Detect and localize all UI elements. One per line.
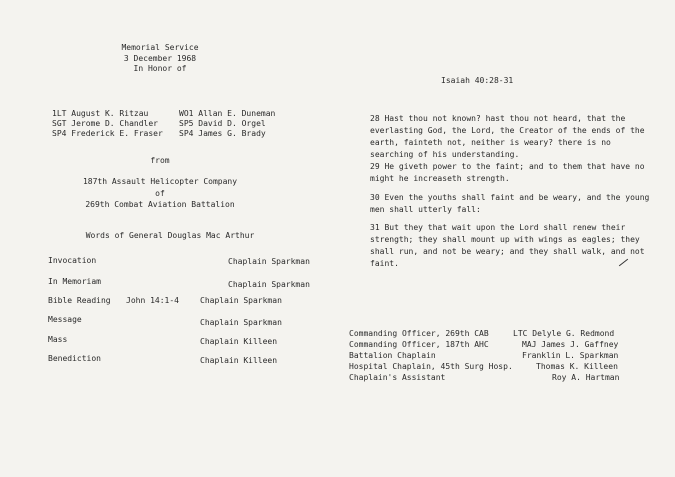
from-label: from (150, 156, 170, 165)
officer-name: Franklin L. Sparkman (522, 351, 619, 360)
program-item: Bible Reading (48, 296, 111, 305)
unit-battalion: 269th Combat Aviation Battalion (85, 200, 235, 209)
program-person: Chaplain Killeen (200, 356, 278, 365)
officer-name: MAJ James J. Gaffney (522, 340, 619, 349)
officer-role: Hospital Chaplain, 45th Surg Hosp. (349, 362, 513, 371)
program-person: Chaplain Sparkman (228, 280, 310, 289)
officer-role: Chaplain's Assistant (349, 373, 446, 382)
scripture-reference: Isaiah 40:28-31 (441, 76, 514, 85)
officer-role: Commanding Officer, 269th CAB (349, 329, 489, 338)
verse-30: 30 Even the youths shall faint and be weary, and the young men shall utterly fall: (370, 193, 650, 214)
verse-28: 28 Hast thou not known? hast thou not heard, that the everlasting God, the Lord, the Creator of the ends of the earth, fainteth not, neither is weary? there is no searching of his understanding. (370, 114, 645, 159)
header-date: 3 December 1968 (123, 54, 197, 63)
words-title: Words of General Douglas Mac Arthur (85, 231, 255, 240)
honoree-right-2: SP5 David D. Orgel (179, 119, 266, 128)
program-item: In Memoriam (48, 277, 101, 286)
unit-company: 187th Assault Helicopter Company (82, 177, 238, 186)
program-ref: John 14:1-4 (126, 296, 179, 305)
program-item: Mass (48, 335, 68, 344)
header-in-honor-of: In Honor of (133, 64, 187, 73)
program-person: Chaplain Sparkman (200, 318, 282, 327)
verse-29: 29 He giveth power to the faint; and to them that have no might he increaseth strength. (370, 162, 645, 183)
verse-31: 31 But they that wait upon the Lord shall renew their strength; they shall mount up with wings as eagles; they shall run, and not be weary; and they shall walk, and not faint. (370, 223, 645, 268)
program-item: Benediction (48, 354, 101, 363)
officer-role: Battalion Chaplain (349, 351, 436, 360)
program-item: Message (48, 315, 82, 324)
program-item: Invocation (48, 256, 97, 265)
program-person: Chaplain Sparkman (228, 257, 310, 266)
honoree-left-3: SP4 Frederick E. Fraser (52, 129, 163, 138)
header-title: Memorial Service (121, 43, 199, 52)
program-person: Chaplain Killeen (200, 337, 278, 346)
of-label: of (155, 189, 165, 198)
program-person: Chaplain Sparkman (200, 296, 282, 305)
honoree-left-2: SGT Jerome D. Chandler (52, 119, 158, 128)
honoree-right-3: SP4 James G. Brady (179, 129, 266, 138)
officer-name: Thomas K. Killeen (536, 362, 618, 371)
officer-name: Roy A. Hartman (552, 373, 620, 382)
officer-name: LTC Delyle G. Redmond (513, 329, 615, 338)
honoree-right-1: WO1 Allan E. Duneman (179, 109, 276, 118)
officer-role: Commanding Officer, 187th AHC (349, 340, 489, 349)
honoree-left-1: 1LT August K. Ritzau (52, 109, 149, 118)
